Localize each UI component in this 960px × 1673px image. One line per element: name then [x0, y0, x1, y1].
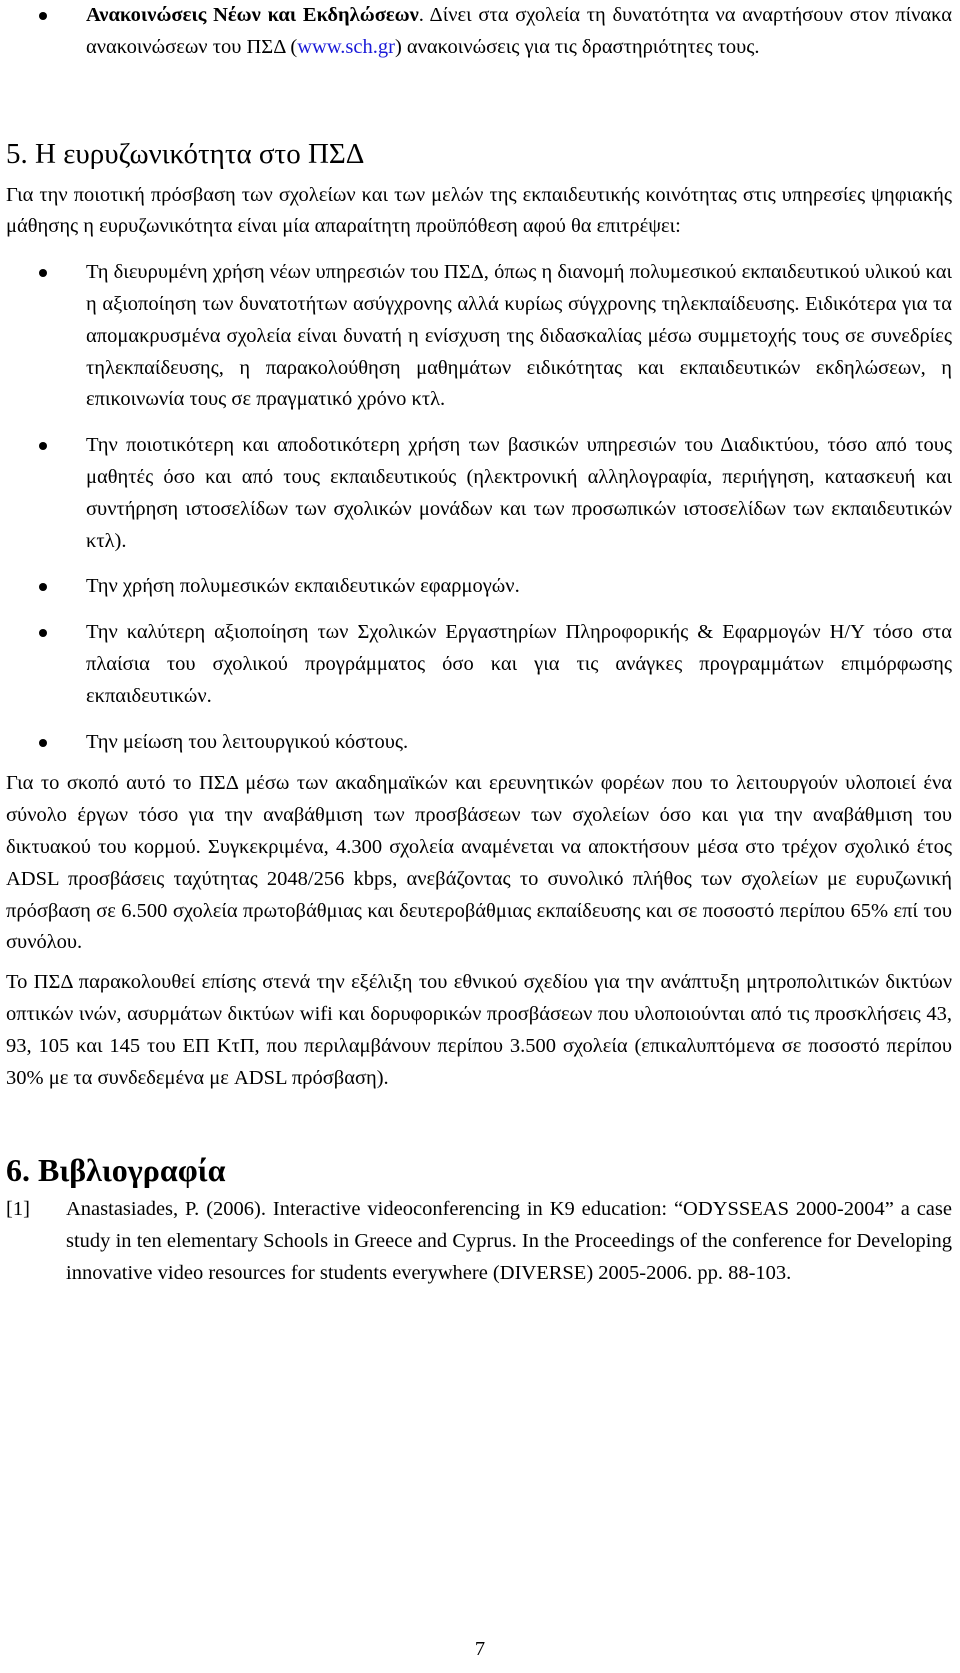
page-content [6, 0, 952, 1290]
page-number: 7 [474, 1638, 486, 1660]
list-item-text: Τη διευρυμένη χρήση νέων υπηρεσιών του ΠΣΔ, όπως η διανομή πολυμεσικού εκπαιδευτικού υλικού και η αξιοποίηση των δυνατοτήτων ασύγχρονης αλλά κυρίως σύγχρονης τηλεκπαίδευσης. Ειδικότερα για τα απομακρυσμένα σχολεία είναι δυνατή η ενίσχυση της διδασκαλίας μέσω συμμετοχής τους σε συνεδρίες τηλεκπαίδευσης, η παρακολούθηση μαθημάτων ειδικότητας και εκπαιδευτικών εκδηλώσεων, η επικοινωνία τους σε πραγματικό χρόνο κτλ. [86, 261, 952, 411]
list-item [6, 571, 952, 603]
list-item [6, 257, 952, 416]
reference-number: [1] [6, 1198, 30, 1221]
bullet-icon [39, 739, 47, 747]
list-item [6, 430, 952, 557]
section-5-heading: 5. Η ευρυζωνικότητα στο ΠΣΔ [6, 137, 365, 170]
announcements-title: Ανακοινώσεις Νέων και Εκδηλώσεων [86, 4, 419, 26]
sch-gr-link[interactable]: www.sch.gr [297, 35, 395, 58]
bullet-icon [39, 442, 47, 450]
reference-text: Anastasiades, P. (2006). Interactive videoconferencing in K9 education: “ODYSSEAS 2000-2004” a case study in ten elementary Schools in Greece and Cyprus. In the Proceedings of the conference for Developing innovative video resources for students everywhere (DIVERSE) 2005-2006. pp. 88-103. [66, 1198, 952, 1284]
list-item-text: Την μείωση του λειτουργικού κόστους. [86, 730, 409, 753]
bullet-icon [39, 12, 47, 20]
bullet-icon [39, 583, 47, 591]
section-5-paragraph-1: Για το σκοπό αυτό το ΠΣΔ μέσω των ακαδημαϊκών και ερευνητικών φορέων που το λειτουργούν υλοποιεί ένα σύνολο έργων τόσο για την αναβάθμιση των προσβάσεων των σχολείων όσο και για την αναβάθμιση του δικτυακού του κορμού. Συγκεκριμένα, 4.300 σχολεία αναμένεται να αποκτήσουν μέσα στο τρέχον σχολικό έτος ADSL προσβάσεις ταχύτητας 2048/256 kbps, ανεβάζοντας το συνολικό πλήθος των σχολείων με ευρυζωνική πρόσβαση σε 6.500 σχολεία πρωτοβάθμιας και δευτεροβάθμιας εκπαίδευσης και σε ποσοστό περίπου 65% επί του συνόλου. [6, 772, 952, 954]
section-6-heading: 6. Βιβλιογραφία [6, 1152, 226, 1189]
bullet-icon [39, 269, 47, 277]
section-5-intro: Για την ποιοτική πρόσβαση των σχολείων και των μελών της εκπαιδευτικής κοινότητας στις υπηρεσίες ψηφιακής μάθησης η ευρυζωνικότητα είναι μία απαραίτητη προϋπόθεση αφού θα επιτρέψει: [6, 183, 952, 238]
list-item [6, 727, 952, 759]
announcements-text-before: . Δίνει στα σχολεία τη δυνατότητα να αναρτήσουν στον πίνακα ανακοινώσεων του ΠΣΔ ( [86, 4, 952, 58]
section-5-paragraph-2: Το ΠΣΔ παρακολουθεί επίσης στενά την εξέλιξη του εθνικού σχεδίου για την ανάπτυξη μητροπολιτικών δικτύων οπτικών ινών, ασυρμάτων δικτύων wifi και δορυφορικών προσβάσεων που υλοποιούνται από τις προσκλήσεις 43, 93, 105 και 145 του ΕΠ ΚτΠ, που περιλαμβάνουν περίπου 3.500 σχολεία (επικαλυπτόμενα σε ποσοστό περίπου 30% με τα συνδεδεμένα με ADSL πρόσβαση). [6, 971, 952, 1089]
top-bullet-list [6, 0, 952, 64]
bullet-icon [39, 629, 47, 637]
list-item [6, 617, 952, 712]
announcements-text-after: ) ανακοινώσεις για τις δραστηριότητες τους. [394, 35, 760, 58]
reference-item [6, 1194, 952, 1289]
list-item-text: Την χρήση πολυμεσικών εκπαιδευτικών εφαρμογών. [86, 575, 520, 598]
list-item-text: Την ποιοτικότερη και αποδοτικότερη χρήση των βασικών υπηρεσιών του Διαδικτύου, τόσο από τους μαθητές όσο και από τους εκπαιδευτικούς (ηλεκτρονική αλληλογραφία, περιήγηση, κατασκευή και συντήρηση ιστοσελίδων των σχολικών μονάδων και των προσωπικών ιστοσελίδων των εκπαιδευτικών κτλ). [86, 434, 952, 552]
list-item-text: Την καλύτερη αξιοποίηση των Σχολικών Εργαστηρίων Πληροφορικής & Εφαρμογών Η/Υ τόσο στα πλαίσια του σχολικού προγράμματος όσο και για τις ανάγκες προγραμμάτων επιμόρφωσης εκπαιδευτικών. [86, 621, 952, 707]
list-item-announcements [6, 0, 952, 64]
broadband-benefits-list [6, 257, 952, 758]
